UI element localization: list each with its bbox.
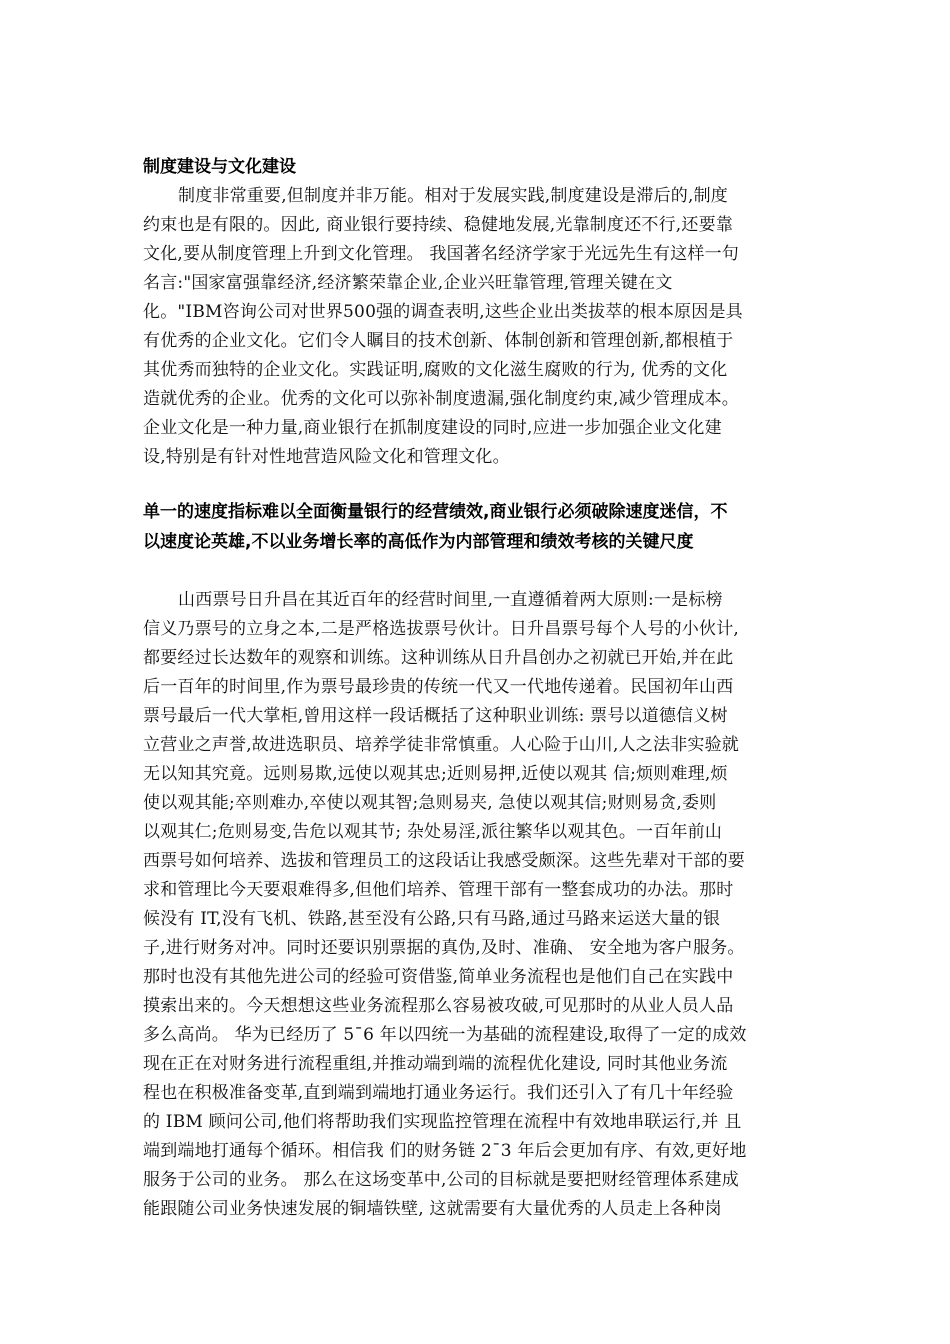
paragraph-line: 多么高尚。 华为已经历了 5¯6 年以四统一为基础的流程建设,取得了一定的成效 bbox=[143, 1025, 747, 1045]
paragraph-line: 票号最后一代大掌柜,曾用这样一段话概括了这种职业训练: 票号以道德信义树 bbox=[143, 706, 728, 726]
paragraph-line: 求和管理比今天要艰难得多,但他们培养、管理干部有一整套成功的办法。那时 bbox=[143, 880, 734, 900]
paragraph-line: 文化,要从制度管理上升到文化管理。 我国著名经济学家于光远先生有这样一句 bbox=[143, 244, 740, 264]
paragraph-line: 现在正在对财务进行流程重组,并推动端到端的流程优化建设, 同时其他业务流 bbox=[143, 1054, 728, 1074]
paragraph-line: 的 IBM 顾问公司,他们将帮助我们实现监控管理在流程中有效地串联运行,并 且 bbox=[143, 1112, 742, 1132]
section-heading-1: 制度建设与文化建设 bbox=[143, 157, 296, 177]
paragraph-line: 化。"IBM咨询公司对世界500强的调查表明,这些企业出类拔萃的根本原因是具 bbox=[143, 302, 743, 322]
paragraph-line: 企业文化是一种力量,商业银行在抓制度建设的同时,应进一步加强企业文化建 bbox=[143, 418, 722, 438]
paragraph-line: 有优秀的企业文化。它们令人瞩目的技术创新、体制创新和管理创新,都根植于 bbox=[143, 331, 734, 351]
paragraph-line: 子,进行财务对冲。同时还要识别票据的真伪,及时、准确、 安全地为客户服务。 bbox=[143, 938, 745, 958]
paragraph-line: 以观其仁;危则易变,告危以观其节; 杂处易淫,派往繁华以观其色。一百年前山 bbox=[143, 822, 723, 842]
paragraph-line: 使以观其能;卒则难办,卒使以观其智;急则易夹, 急使以观其信;财则易贪,委则 bbox=[143, 793, 717, 813]
paragraph-line: 立营业之声誉,故进选职员、培养学徒非常慎重。人心险于山川,人之法非实验就 bbox=[143, 735, 740, 755]
paragraph-line: 都要经过长达数年的观察和训练。这种训练从日升昌创办之初就已开始,并在此 bbox=[143, 648, 734, 668]
paragraph-line: 信义乃票号的立身之本,二是严格选拔票号伙计。日升昌票号每个人号的小伙计, bbox=[143, 619, 740, 639]
paragraph-line: 程也在积极准备变革,直到端到端地打通业务运行。我们还引入了有几十年经验 bbox=[143, 1083, 734, 1103]
paragraph-line: 候没有 IT,没有飞机、铁路,甚至没有公路,只有马路,通过马路来运送大量的银 bbox=[143, 909, 721, 929]
paragraph-line: 制度非常重要,但制度并非万能。相对于发展实践,制度建设是滞后的,制度 bbox=[178, 186, 729, 206]
paragraph-line: 端到端地打通每个循环。相信我 们的财务链 2¯3 年后会更加有序、有效,更好地 bbox=[143, 1141, 747, 1161]
paragraph-line: 无以知其究竟。远则易欺,远使以观其忠;近则易押,近使以观其 信;烦则难理,烦 bbox=[143, 764, 728, 784]
section-heading-2-line: 单一的速度指标难以全面衡量银行的经营绩效,商业银行必须破除速度迷信，不 bbox=[143, 502, 728, 522]
paragraph-line: 山西票号日升昌在其近百年的经营时间里,一直遵循着两大原则:一是标榜 bbox=[178, 590, 723, 610]
paragraph-line: 那时也没有其他先进公司的经验可资借鉴,简单业务流程也是他们自己在实践中 bbox=[143, 967, 734, 987]
paragraph-line: 约束也是有限的。因此, 商业银行要持续、稳健地发展,光靠制度还不行,还要靠 bbox=[143, 215, 734, 235]
paragraph-line: 能跟随公司业务快速发展的铜墙铁壁, 这就需要有大量优秀的人员走上各种岗 bbox=[143, 1199, 722, 1219]
paragraph-line: 西票号如何培养、选拔和管理员工的这段话让我感受颇深。这些先辈对干部的要 bbox=[143, 851, 745, 871]
paragraph-line: 服务于公司的业务。 那么在这场变革中,公司的目标就是要把财经管理体系建成 bbox=[143, 1170, 740, 1190]
paragraph-line: 后一百年的时间里,作为票号最珍贵的传统一代又一代地传递着。民国初年山西 bbox=[143, 677, 734, 697]
paragraph-line: 其优秀而独特的企业文化。实践证明,腐败的文化滋生腐败的行为, 优秀的文化 bbox=[143, 360, 728, 380]
paragraph-line: 名言:"国家富强靠经济,经济繁荣靠企业,企业兴旺靠管理,管理关键在文 bbox=[143, 273, 673, 293]
paragraph-line: 设,特别是有针对性地营造风险文化和管理文化。 bbox=[143, 447, 510, 467]
paragraph-line: 造就优秀的企业。优秀的文化可以弥补制度遗漏,强化制度约束,减少管理成本。 bbox=[143, 389, 740, 409]
section-heading-2-line: 以速度论英雄,不以业务增长率的高低作为内部管理和绩效考核的关键尺度 bbox=[143, 532, 694, 552]
paragraph-line: 摸索出来的。今天想想这些业务流程那么容易被攻破,可见那时的从业人员人品 bbox=[143, 996, 734, 1016]
